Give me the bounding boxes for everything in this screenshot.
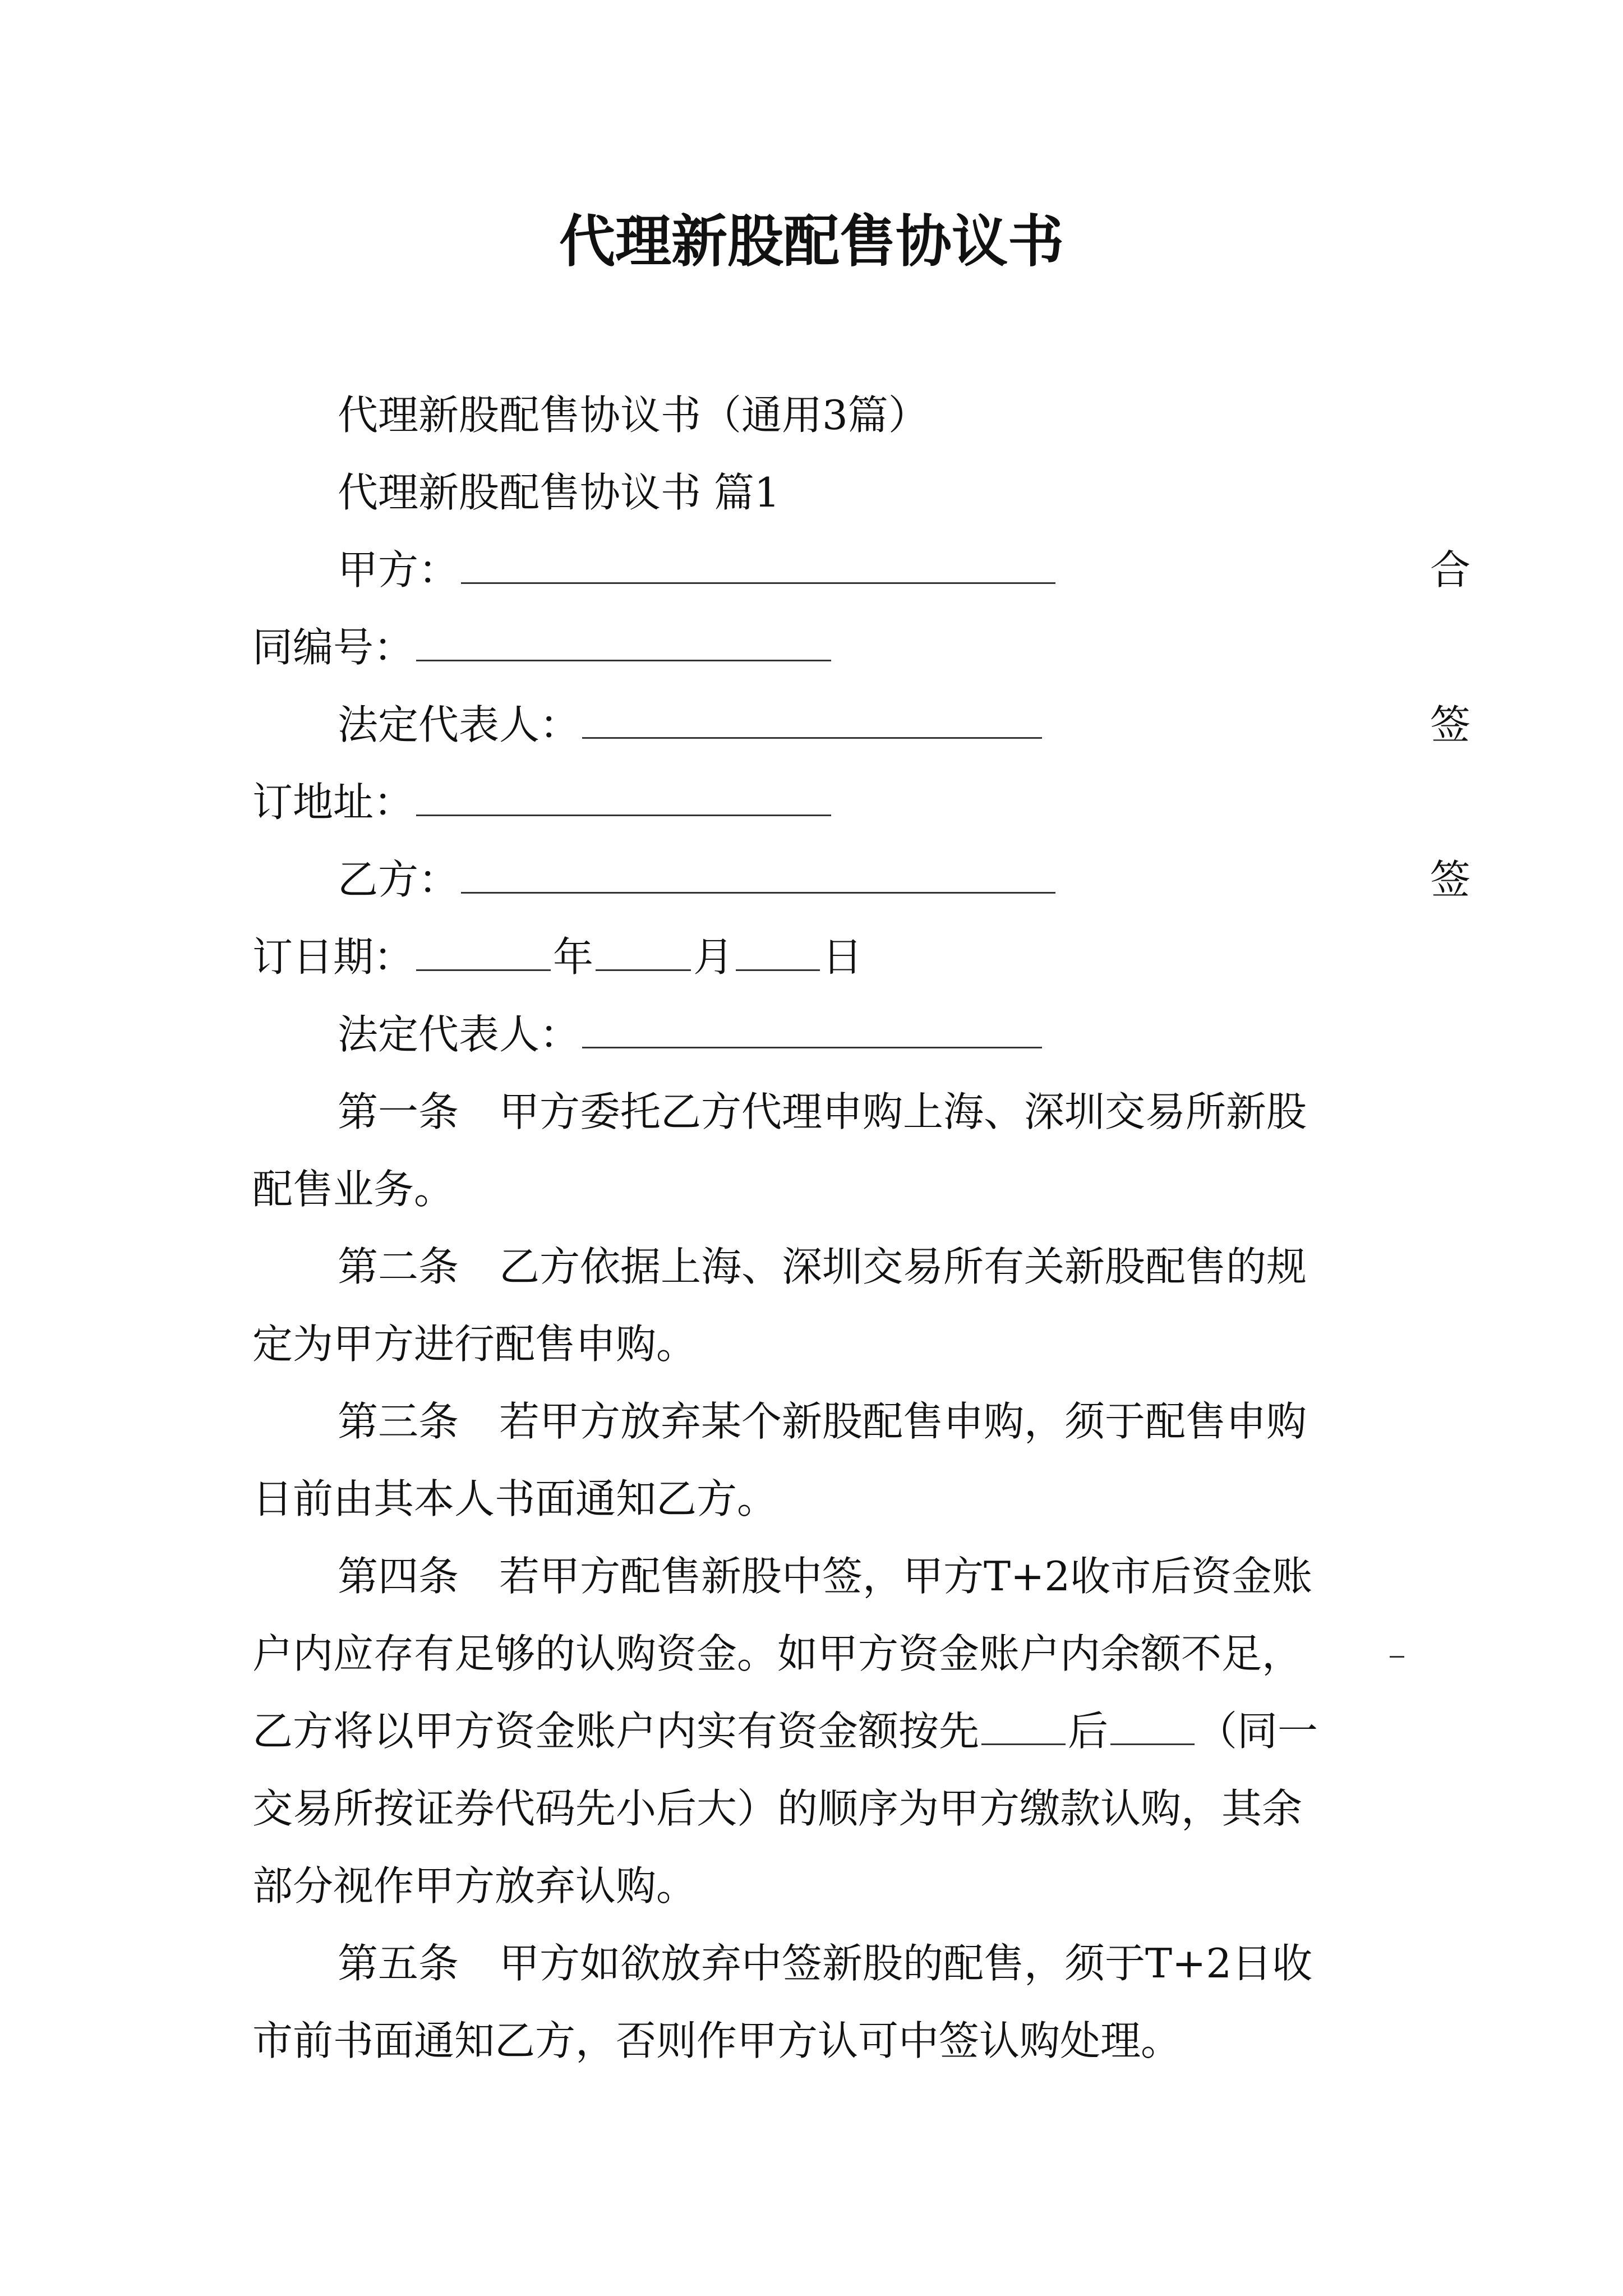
article-4-text-3b: 后 (1068, 1708, 1109, 1755)
party-b-blank (461, 853, 1055, 894)
day-blank (736, 930, 820, 971)
contract-no-label: 同编号： (252, 624, 414, 671)
article-4-line-3 (252, 1703, 1385, 1759)
article-5-text-1: 甲方如欲放弃中签新股的配售，须于T+2日收 (499, 1940, 1313, 1987)
article-1-text-1: 甲方委托乙方代理申购上海、深圳交易所新股 (499, 1088, 1307, 1135)
margin-mark (1390, 1656, 1404, 1658)
party-b-label: 乙方： (338, 856, 459, 903)
article-5-line-2: 市前书面通知乙方，否则作甲方认可中签认购处理。 (252, 2017, 1182, 2064)
form-row-legal-rep (252, 697, 1470, 753)
article-5-label: 第五条 (338, 1940, 459, 1987)
article-4-line-1 (252, 1548, 1470, 1604)
article-3-line-2: 日前由其本人书面通知乙方。 (252, 1475, 778, 1522)
sign-address-label-start: 签 (1430, 701, 1470, 748)
article-2-line-1 (252, 1239, 1470, 1295)
article-4-text-3c: （同一 (1197, 1708, 1318, 1755)
section-heading: 代理新股配售协议书 篇1 (338, 469, 780, 516)
party-b-field (338, 852, 1058, 908)
contract-no-blank (416, 620, 831, 661)
article-1-line-2: 配售业务。 (252, 1166, 455, 1213)
legal-rep-b-blank (582, 1007, 1042, 1048)
legal-rep-blank (582, 698, 1042, 739)
sign-date-label-start: 签 (1430, 856, 1470, 903)
year-blank (416, 930, 551, 971)
document-title: 代理新股配售协议书 (559, 208, 1064, 274)
article-4-line-2: 户内应存有足够的认购资金。如甲方资金账户内余额不足， (252, 1630, 1303, 1677)
sign-date-label: 订日期： (252, 933, 414, 981)
article-2-text-1: 乙方依据上海、深圳交易所有关新股配售的规 (499, 1243, 1307, 1290)
contract-no-label-start: 合 (1430, 546, 1470, 593)
article-4-line-5: 部分视作甲方放弃认购。 (252, 1862, 697, 1910)
legal-rep-b-label: 法定代表人： (338, 1011, 580, 1058)
article-5-line-1 (252, 1935, 1470, 1991)
party-a-blank (461, 543, 1055, 584)
party-a-label: 甲方： (338, 546, 459, 593)
article-2-line-2: 定为甲方进行配售申购。 (252, 1320, 697, 1368)
article-4-line-4: 交易所按证券代码先小后大）的顺序为甲方缴款认购，其余 (252, 1785, 1303, 1832)
article-1-label: 第一条 (338, 1088, 459, 1135)
year-label: 年 (553, 933, 594, 981)
subtitle: 代理新股配售协议书（通用3篇） (338, 392, 929, 439)
article-3-label: 第三条 (338, 1398, 459, 1445)
article-4-text-1: 若甲方配售新股中签，甲方T+2收市后资金账 (499, 1553, 1313, 1600)
sign-address-label: 订地址： (252, 779, 414, 826)
article-4-label: 第四条 (338, 1553, 459, 1600)
form-row-party-b (252, 852, 1470, 908)
form-row-party-a (252, 542, 1470, 598)
second-order-blank (1110, 1704, 1195, 1745)
form-row-legal-rep-b (252, 1006, 1470, 1062)
legal-rep-label: 法定代表人： (338, 701, 580, 748)
form-row-sign-address (252, 774, 1385, 830)
party-a-field (338, 542, 1058, 598)
first-order-blank (981, 1704, 1066, 1745)
article-3-line-1 (252, 1393, 1470, 1450)
sign-address-blank (416, 775, 831, 816)
article-1-line-1 (252, 1084, 1470, 1140)
legal-rep-field (338, 697, 1044, 753)
article-4-text-3a: 乙方将以甲方资金账户内实有资金额按先 (252, 1708, 980, 1755)
month-blank (596, 930, 691, 971)
form-row-contract-no (252, 619, 1385, 675)
day-label: 日 (822, 933, 863, 981)
month-label: 月 (693, 933, 734, 981)
form-row-sign-date (252, 929, 1385, 985)
article-3-text-1: 若甲方放弃某个新股配售申购，须于配售申购 (499, 1398, 1307, 1445)
article-2-label: 第二条 (338, 1243, 459, 1290)
